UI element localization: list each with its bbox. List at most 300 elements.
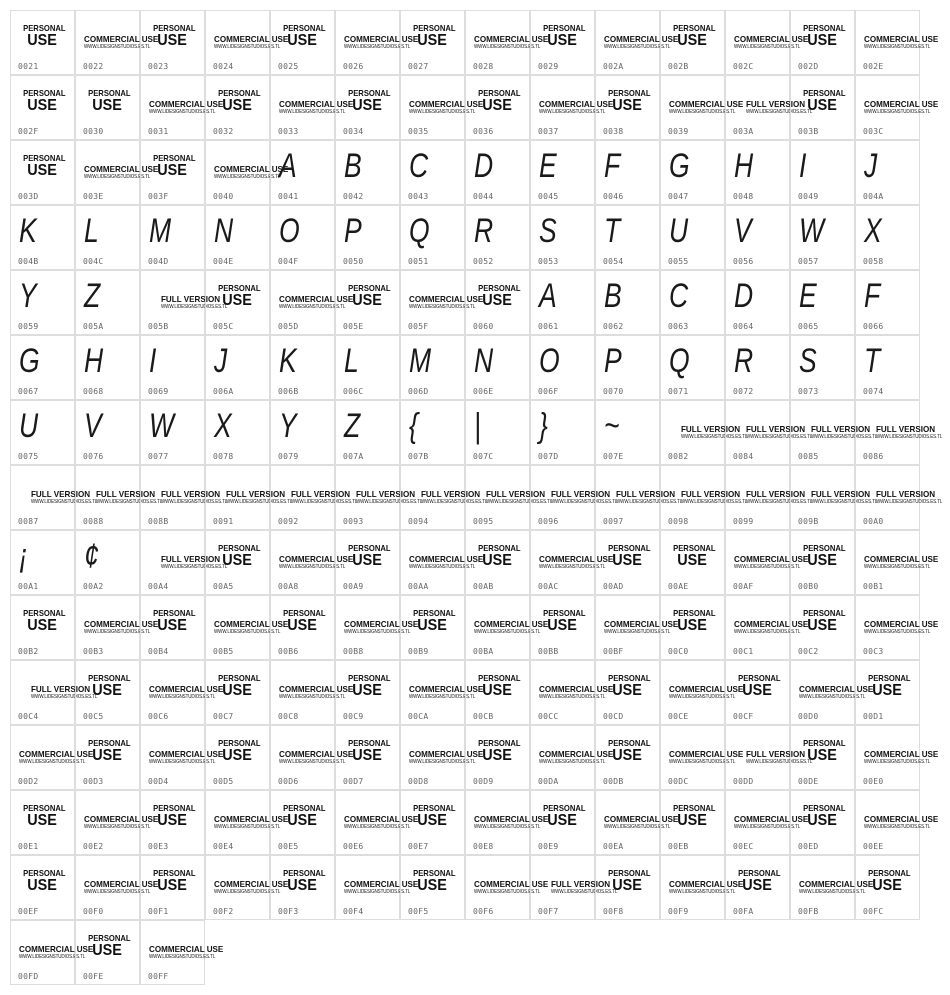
glyph-cell[interactable] (595, 855, 660, 920)
watermark-personal-label: PERSONAL (803, 88, 846, 98)
glyph-cell[interactable] (595, 270, 660, 335)
glyph-cell[interactable] (790, 725, 855, 790)
glyph-cell[interactable] (10, 790, 75, 855)
glyph-code-label: 00E7 (408, 842, 429, 851)
glyph-cell[interactable] (140, 855, 205, 920)
glyph-code-label: 00F0 (83, 907, 104, 916)
glyph-cell[interactable] (10, 530, 75, 595)
glyph-cell[interactable] (725, 855, 790, 920)
glyph-cell[interactable] (855, 335, 920, 400)
glyph-preview: Q (669, 342, 690, 380)
glyph-cell[interactable] (595, 660, 660, 725)
watermark-personal-label: PERSONAL (348, 283, 391, 293)
glyph-code-label: 004B (18, 257, 39, 266)
personal-use-watermark (21, 608, 66, 634)
glyph-cell[interactable] (10, 855, 75, 920)
glyph-code-label: 00C4 (18, 712, 39, 721)
glyph-cell[interactable] (660, 335, 725, 400)
glyph-cell[interactable] (465, 205, 530, 270)
glyph-cell[interactable] (140, 10, 205, 75)
glyph-cell[interactable] (725, 140, 790, 205)
watermark-title: FULL VERSION (31, 684, 91, 694)
glyph-cell[interactable] (75, 270, 140, 335)
glyph-preview: ¢ (84, 537, 99, 575)
personal-use-watermark (866, 868, 911, 894)
personal-use-watermark (736, 673, 781, 699)
glyph-code-label: 002D (798, 62, 819, 71)
watermark-url: WWW.LIDESIGNSTUDIOS.ES.TL (214, 629, 281, 635)
glyph-code-label: 00E5 (278, 842, 299, 851)
glyph-cell[interactable] (660, 140, 725, 205)
personal-use-watermark (606, 868, 651, 894)
glyph-code-label: 009B (798, 517, 819, 526)
glyph-code-label: 0033 (278, 127, 299, 136)
glyph-cell[interactable] (855, 10, 939, 75)
watermark-url: WWW.LIDESIGNSTUDIOS.ES.TL (344, 889, 411, 895)
watermark-url: WWW.LIDESIGNSTUDIOS.ES.TL (409, 564, 476, 570)
glyph-cell[interactable] (855, 725, 939, 790)
watermark-url: WWW.LIDESIGNSTUDIOS.ES.TL (864, 564, 931, 570)
glyph-code-label: 00BA (473, 647, 494, 656)
watermark-url: WWW.LIDESIGNSTUDIOS.ES.TL (864, 824, 931, 830)
watermark-personal-label: PERSONAL (218, 283, 261, 293)
watermark-personal-label: PERSONAL (478, 283, 521, 293)
watermark-title: COMMERCIAL USE (19, 944, 94, 954)
personal-use-watermark (151, 153, 196, 179)
glyph-cell[interactable] (140, 790, 205, 855)
glyph-code-label: 00D2 (18, 777, 39, 786)
glyph-cell[interactable] (530, 595, 595, 660)
glyph-code-label: 004F (278, 257, 299, 266)
glyph-cell[interactable] (75, 400, 140, 465)
glyph-cell[interactable] (725, 335, 790, 400)
watermark-title: COMMERCIAL USE (84, 814, 159, 824)
watermark-url: WWW.LIDESIGNSTUDIOS.ES.TL (19, 954, 86, 960)
glyph-cell[interactable] (335, 725, 400, 790)
glyph-cell[interactable] (335, 400, 400, 465)
glyph-code-label: 00CB (473, 712, 494, 721)
glyph-cell[interactable] (855, 270, 920, 335)
glyph-cell[interactable] (335, 270, 400, 335)
personal-use-watermark (476, 88, 521, 114)
glyph-code-label: 003E (83, 192, 104, 201)
glyph-code-label: 0077 (148, 452, 169, 461)
glyph-cell[interactable] (790, 595, 855, 660)
glyph-code-label: 00D1 (863, 712, 884, 721)
glyph-code-label: 00BF (603, 647, 624, 656)
glyph-cell[interactable] (855, 530, 939, 595)
watermark-title: FULL VERSION (616, 489, 676, 499)
glyph-cell[interactable] (465, 400, 530, 465)
glyph-cell[interactable] (595, 205, 660, 270)
glyph-cell[interactable] (270, 335, 335, 400)
glyph-cell[interactable] (530, 335, 595, 400)
glyph-cell[interactable] (530, 790, 595, 855)
glyph-cell[interactable] (790, 10, 855, 75)
watermark-personal-label: PERSONAL (283, 608, 326, 618)
glyph-code-label: 00AE (668, 582, 689, 591)
glyph-code-label: 00A1 (18, 582, 39, 591)
glyph-cell[interactable] (660, 270, 725, 335)
glyph-cell[interactable] (790, 205, 855, 270)
watermark-title: COMMERCIAL USE (344, 34, 419, 44)
glyph-cell[interactable] (75, 660, 140, 725)
glyph-code-label: 0098 (668, 517, 689, 526)
watermark-title: COMMERCIAL USE (864, 554, 939, 564)
watermark-use-label: USE (92, 682, 122, 699)
glyph-cell[interactable] (140, 595, 205, 660)
glyph-code-label: 00B5 (213, 647, 234, 656)
glyph-cell[interactable] (400, 205, 465, 270)
glyph-cell[interactable] (790, 270, 855, 335)
personal-use-watermark (86, 933, 131, 959)
glyph-cell[interactable] (465, 75, 530, 140)
glyph-cell[interactable] (465, 530, 530, 595)
glyph-cell[interactable] (75, 75, 140, 140)
glyph-code-label: 00C2 (798, 647, 819, 656)
watermark-url: WWW.LIDESIGNSTUDIOS.ES.TL (734, 44, 801, 50)
watermark-personal-label: PERSONAL (23, 868, 66, 878)
personal-use-watermark (281, 23, 326, 49)
watermark-personal-label: PERSONAL (803, 738, 846, 748)
glyph-code-label: 00B4 (148, 647, 169, 656)
glyph-cell[interactable] (205, 205, 270, 270)
glyph-cell[interactable] (660, 530, 725, 595)
watermark-personal-label: PERSONAL (413, 803, 456, 813)
glyph-preview: Y (19, 277, 37, 315)
glyph-cell[interactable] (595, 725, 660, 790)
glyph-cell[interactable] (725, 205, 790, 270)
glyph-preview: J (214, 342, 228, 380)
glyph-code-label: 0025 (278, 62, 299, 71)
glyph-cell[interactable] (75, 725, 140, 790)
watermark-personal-label: PERSONAL (478, 673, 521, 683)
glyph-preview: A (279, 147, 297, 185)
glyph-cell[interactable] (140, 140, 205, 205)
glyph-code-label: 006D (408, 387, 429, 396)
glyph-cell[interactable] (725, 270, 790, 335)
watermark-url: WWW.LIDESIGNSTUDIOS.ES.TL (344, 44, 411, 50)
glyph-cell[interactable] (855, 465, 943, 530)
glyph-code-label: 004E (213, 257, 234, 266)
watermark-title: FULL VERSION (161, 554, 221, 564)
personal-use-watermark (216, 673, 261, 699)
glyph-code-label: 00C5 (83, 712, 104, 721)
commercial-use-watermark (864, 35, 942, 50)
watermark-personal-label: PERSONAL (23, 608, 66, 618)
glyph-preview: X (864, 212, 882, 250)
watermark-url: WWW.LIDESIGNSTUDIOS.ES.TL (746, 109, 813, 115)
glyph-cell[interactable] (530, 205, 595, 270)
glyph-code-label: 00F7 (538, 907, 559, 916)
watermark-url: WWW.LIDESIGNSTUDIOS.ES.TL (84, 44, 151, 50)
glyph-cell[interactable] (140, 920, 224, 985)
glyph-cell[interactable] (270, 10, 335, 75)
watermark-use-label: USE (807, 552, 837, 569)
glyph-cell[interactable] (10, 10, 75, 75)
glyph-cell[interactable] (270, 855, 335, 920)
glyph-cell[interactable] (855, 790, 939, 855)
glyph-code-label: 00F2 (213, 907, 234, 916)
watermark-url: WWW.LIDESIGNSTUDIOS.ES.TL (669, 759, 736, 765)
glyph-cell[interactable] (790, 530, 855, 595)
glyph-cell[interactable] (855, 400, 943, 465)
watermark-title: FULL VERSION (161, 489, 221, 499)
watermark-title: COMMERCIAL USE (279, 749, 354, 759)
glyph-code-label: 003F (148, 192, 169, 201)
glyph-code-label: 00EB (668, 842, 689, 851)
personal-use-watermark (216, 738, 261, 764)
glyph-cell[interactable] (660, 790, 725, 855)
glyph-cell[interactable] (660, 595, 725, 660)
glyph-cell[interactable] (270, 790, 335, 855)
watermark-use-label: USE (287, 32, 317, 49)
glyph-cell[interactable] (205, 725, 270, 790)
watermark-url: WWW.LIDESIGNSTUDIOS.ES.TL (539, 759, 606, 765)
watermark-personal-label: PERSONAL (673, 543, 716, 553)
glyph-code-label: 00C1 (733, 647, 754, 656)
glyph-cell[interactable] (270, 140, 335, 205)
personal-use-watermark (281, 868, 326, 894)
glyph-cell[interactable] (595, 140, 660, 205)
watermark-personal-label: PERSONAL (478, 738, 521, 748)
watermark-use-label: USE (612, 747, 642, 764)
glyph-preview: G (669, 147, 690, 185)
glyph-cell[interactable] (335, 530, 400, 595)
glyph-cell[interactable] (660, 205, 725, 270)
glyph-code-label: 0047 (668, 192, 689, 201)
glyph-cell[interactable] (595, 400, 660, 465)
glyph-code-label: 00E1 (18, 842, 39, 851)
glyph-cell[interactable] (10, 335, 75, 400)
glyph-cell[interactable] (205, 75, 270, 140)
glyph-code-label: 00D3 (83, 777, 104, 786)
glyph-cell[interactable] (75, 335, 140, 400)
glyph-cell[interactable] (335, 205, 400, 270)
glyph-code-label: 00C3 (863, 647, 884, 656)
watermark-title: FULL VERSION (811, 424, 871, 434)
watermark-use-label: USE (417, 812, 447, 829)
glyph-preview: W (799, 212, 825, 250)
glyph-cell[interactable] (530, 10, 595, 75)
watermark-url: WWW.LIDESIGNSTUDIOS.ES.TL (746, 499, 813, 505)
glyph-code-label: 00F1 (148, 907, 169, 916)
glyph-cell[interactable] (75, 530, 140, 595)
glyph-cell[interactable] (790, 75, 855, 140)
watermark-title: COMMERCIAL USE (344, 814, 419, 824)
watermark-personal-label: PERSONAL (673, 23, 716, 33)
watermark-url: WWW.LIDESIGNSTUDIOS.ES.TL (149, 694, 216, 700)
glyph-cell[interactable] (595, 335, 660, 400)
glyph-cell[interactable] (10, 205, 75, 270)
glyph-code-label: 0050 (343, 257, 364, 266)
glyph-code-label: 00B8 (343, 647, 364, 656)
watermark-personal-label: PERSONAL (348, 88, 391, 98)
glyph-code-label: 00B6 (278, 647, 299, 656)
watermark-url: WWW.LIDESIGNSTUDIOS.ES.TL (31, 499, 98, 505)
glyph-cell[interactable] (335, 140, 400, 205)
commercial-use-watermark (864, 815, 942, 830)
watermark-url: WWW.LIDESIGNSTUDIOS.ES.TL (409, 759, 476, 765)
glyph-code-label: 0072 (733, 387, 754, 396)
personal-use-watermark (21, 23, 66, 49)
glyph-cell[interactable] (400, 140, 465, 205)
glyph-code-label: 0036 (473, 127, 494, 136)
watermark-use-label: USE (547, 617, 577, 634)
glyph-cell[interactable] (10, 270, 75, 335)
glyph-code-label: 00DA (538, 777, 559, 786)
glyph-cell[interactable] (595, 75, 660, 140)
glyph-cell[interactable] (335, 660, 400, 725)
glyph-preview: U (19, 407, 39, 445)
watermark-use-label: USE (482, 97, 512, 114)
glyph-cell[interactable] (75, 205, 140, 270)
glyph-cell[interactable] (75, 920, 140, 985)
glyph-code-label: 0094 (408, 517, 429, 526)
glyph-cell[interactable] (595, 530, 660, 595)
glyph-cell[interactable] (530, 140, 595, 205)
glyph-cell[interactable] (465, 270, 530, 335)
watermark-use-label: USE (872, 877, 902, 894)
watermark-personal-label: PERSONAL (153, 868, 196, 878)
personal-use-watermark (411, 868, 456, 894)
glyph-cell[interactable] (140, 205, 205, 270)
watermark-personal-label: PERSONAL (803, 543, 846, 553)
glyph-preview: F (864, 277, 881, 315)
glyph-cell[interactable] (205, 400, 270, 465)
glyph-code-label: 0068 (83, 387, 104, 396)
watermark-url: WWW.LIDESIGNSTUDIOS.ES.TL (734, 629, 801, 635)
watermark-url: WWW.LIDESIGNSTUDIOS.ES.TL (474, 824, 541, 830)
glyph-cell[interactable] (270, 400, 335, 465)
glyph-cell[interactable] (465, 725, 530, 790)
glyph-cell[interactable] (855, 75, 939, 140)
glyph-cell[interactable] (465, 140, 530, 205)
personal-use-watermark (346, 88, 391, 114)
glyph-cell[interactable] (335, 75, 400, 140)
watermark-url: WWW.LIDESIGNSTUDIOS.ES.TL (84, 174, 151, 180)
glyph-code-label: 0078 (213, 452, 234, 461)
glyph-code-label: 005E (343, 322, 364, 331)
watermark-title: FULL VERSION (226, 489, 286, 499)
watermark-url: WWW.LIDESIGNSTUDIOS.ES.TL (539, 109, 606, 115)
glyph-cell[interactable] (205, 270, 270, 335)
glyph-cell[interactable] (400, 400, 465, 465)
watermark-url: WWW.LIDESIGNSTUDIOS.ES.TL (291, 499, 358, 505)
glyph-code-label: 00A9 (343, 582, 364, 591)
watermark-title: COMMERCIAL USE (279, 99, 354, 109)
glyph-cell[interactable] (400, 335, 465, 400)
watermark-title: FULL VERSION (31, 489, 91, 499)
glyph-cell[interactable] (465, 660, 530, 725)
glyph-preview: S (539, 212, 557, 250)
glyph-code-label: 006B (278, 387, 299, 396)
glyph-code-label: 0037 (538, 127, 559, 136)
watermark-use-label: USE (92, 97, 122, 114)
watermark-url: WWW.LIDESIGNSTUDIOS.ES.TL (409, 109, 476, 115)
glyph-cell[interactable] (270, 595, 335, 660)
watermark-use-label: USE (742, 877, 772, 894)
glyph-cell[interactable] (335, 335, 400, 400)
personal-use-watermark (671, 23, 716, 49)
watermark-url: WWW.LIDESIGNSTUDIOS.ES.TL (279, 304, 346, 310)
glyph-cell[interactable] (855, 660, 920, 725)
glyph-cell[interactable] (205, 335, 270, 400)
glyph-code-label: 002E (863, 62, 884, 71)
glyph-cell[interactable] (205, 530, 270, 595)
glyph-code-label: 00C0 (668, 647, 689, 656)
glyph-cell[interactable] (660, 10, 725, 75)
glyph-preview: P (604, 342, 622, 380)
watermark-use-label: USE (677, 552, 707, 569)
watermark-personal-label: PERSONAL (413, 608, 456, 618)
glyph-cell[interactable] (855, 205, 920, 270)
watermark-title: COMMERCIAL USE (149, 944, 224, 954)
glyph-cell[interactable] (855, 140, 920, 205)
watermark-title: COMMERCIAL USE (864, 814, 939, 824)
glyph-code-label: 006F (538, 387, 559, 396)
watermark-url: WWW.LIDESIGNSTUDIOS.ES.TL (551, 889, 618, 895)
watermark-title: COMMERCIAL USE (409, 99, 484, 109)
glyph-code-label: 0069 (148, 387, 169, 396)
glyph-cell[interactable] (465, 335, 530, 400)
watermark-use-label: USE (222, 97, 252, 114)
glyph-code-label: 00EF (18, 907, 39, 916)
glyph-cell[interactable] (270, 205, 335, 270)
glyph-code-label: 0062 (603, 322, 624, 331)
glyph-cell[interactable] (10, 595, 75, 660)
watermark-title: COMMERCIAL USE (84, 34, 159, 44)
watermark-use-label: USE (352, 747, 382, 764)
glyph-cell[interactable] (790, 335, 855, 400)
glyph-code-label: 00CE (668, 712, 689, 721)
personal-use-watermark (151, 608, 196, 634)
full-version-watermark (876, 490, 950, 505)
glyph-cell[interactable] (530, 400, 595, 465)
glyph-cell[interactable] (855, 855, 920, 920)
glyph-cell[interactable] (10, 140, 75, 205)
glyph-code-label: 00D6 (278, 777, 299, 786)
glyph-cell[interactable] (790, 790, 855, 855)
glyph-cell[interactable] (400, 855, 465, 920)
glyph-cell[interactable] (530, 270, 595, 335)
watermark-personal-label: PERSONAL (23, 153, 66, 163)
glyph-cell[interactable] (400, 595, 465, 660)
glyph-cell[interactable] (140, 400, 205, 465)
glyph-code-label: 00DD (733, 777, 754, 786)
watermark-url: WWW.LIDESIGNSTUDIOS.ES.TL (409, 694, 476, 700)
commercial-use-watermark (149, 945, 227, 960)
glyph-cell[interactable] (790, 140, 855, 205)
glyph-cell[interactable] (855, 595, 939, 660)
watermark-personal-label: PERSONAL (218, 673, 261, 683)
glyph-cell[interactable] (205, 660, 270, 725)
glyph-cell[interactable] (725, 660, 790, 725)
watermark-personal-label: PERSONAL (88, 933, 131, 943)
watermark-url: WWW.LIDESIGNSTUDIOS.ES.TL (669, 109, 736, 115)
full-version-watermark (876, 425, 950, 440)
watermark-url: WWW.LIDESIGNSTUDIOS.ES.TL (149, 954, 216, 960)
glyph-cell[interactable] (140, 335, 205, 400)
glyph-preview: O (279, 212, 300, 250)
glyph-cell[interactable] (10, 75, 75, 140)
glyph-preview: Y (279, 407, 297, 445)
glyph-cell[interactable] (400, 10, 465, 75)
glyph-cell[interactable] (400, 790, 465, 855)
watermark-title: COMMERCIAL USE (669, 684, 744, 694)
glyph-cell[interactable] (10, 400, 75, 465)
watermark-use-label: USE (92, 942, 122, 959)
